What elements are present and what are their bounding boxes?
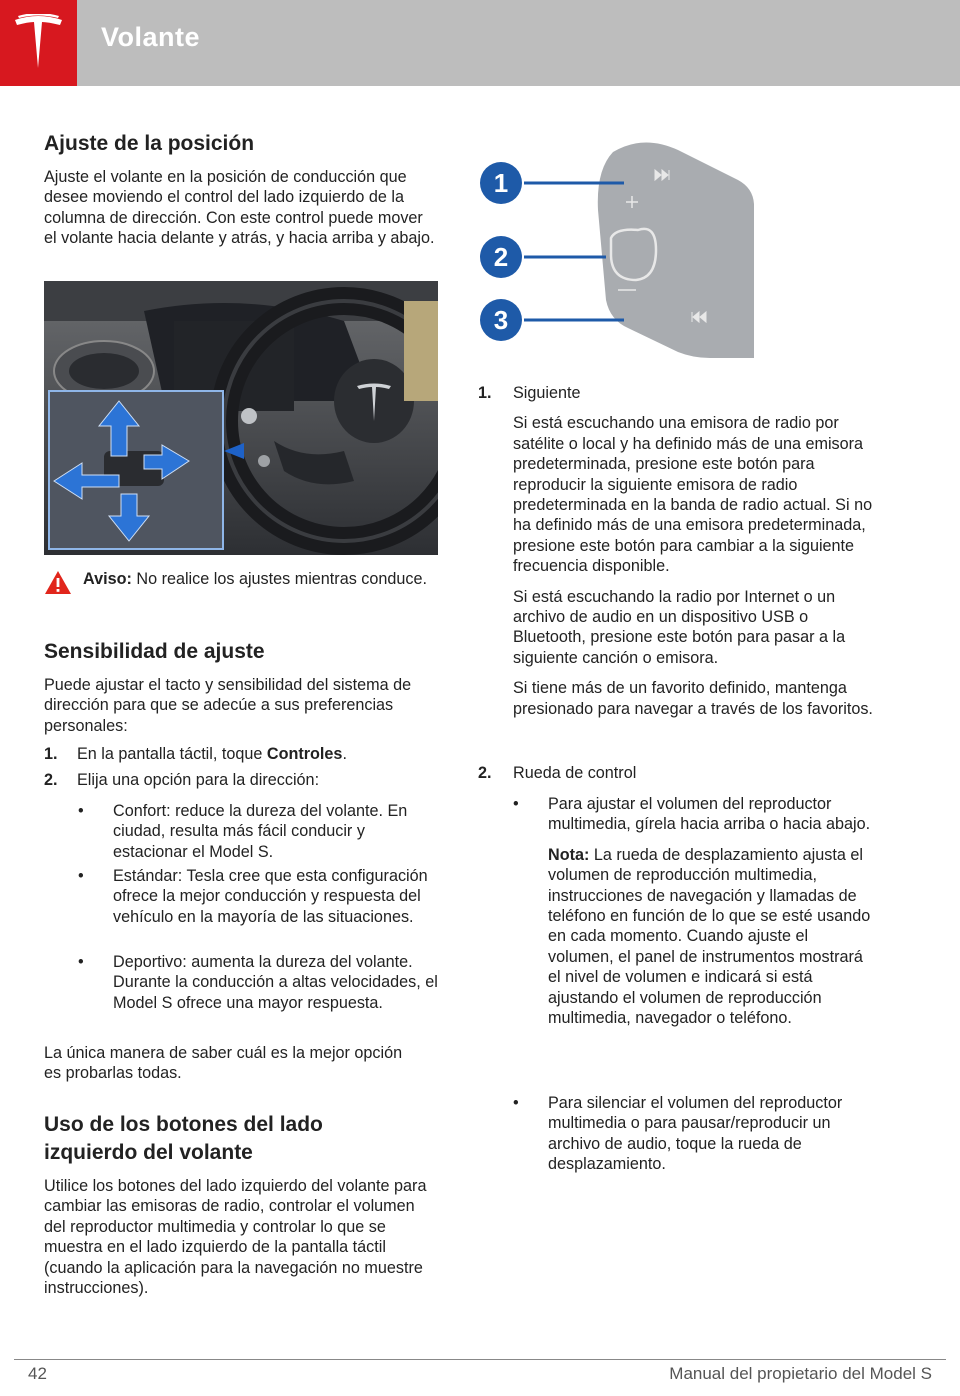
bullet-text: Estándar: Tesla cree que esta configuración ofrece la mejor conducción y respuesta del vehículo en la mayoría de las situaciones.	[113, 867, 428, 926]
bullet-volume-text: Para ajustar el volumen del reproductor multimedia, gírela hacia arriba o hacia abajo.	[548, 795, 871, 834]
heading-position: Ajuste de la posición	[44, 132, 255, 155]
step-2-number: 2.	[44, 771, 58, 789]
warning-text	[83, 569, 433, 589]
heading-left-buttons: Uso de los botones del lado izquierdo del volante	[44, 1113, 323, 1164]
bullet-dot: •	[513, 1094, 519, 1112]
warning-body: No realice los ajustes mientras conduce.	[136, 570, 427, 588]
page-header	[0, 0, 960, 86]
bullet-sport	[78, 952, 440, 1013]
bullet-dot: •	[78, 953, 84, 971]
callout-2-label: 2	[493, 242, 509, 272]
note-label: Nota:	[548, 845, 590, 864]
bullet-text: Confort: reduce la dureza del volante. En ciudad, resulta más fácil conducir y estacionar el Model S.	[113, 802, 408, 861]
steering-column-photo	[44, 281, 438, 555]
bullet-mute-text: Para silenciar el volumen del reproductor multimedia o para pausar/reproducir un archivo de audio, toque la rueda de desplazamiento.	[548, 1094, 843, 1174]
item-2-wheel	[478, 763, 873, 783]
paragraph-sensitivity: Puede ajustar el tacto y sensibilidad del sistema de dirección para que se adecúe a sus preferencias personales:	[44, 676, 412, 735]
step-1-number: 1.	[44, 745, 58, 763]
item-2-title: Rueda de control	[513, 764, 637, 782]
bullet-dot: •	[78, 867, 84, 885]
item-1-paragraph-1: Si está escuchando una emisora de radio por satélite o local y ha definido más de una emisora predeterminada, presione este botón para reproducir la siguiente emisora de radio predeterminada en la banda de radio actual. Si no ha definido más de una emisora predeterminada, presione este botón para cambiar a la siguiente frecuencia disponible.	[513, 414, 873, 576]
steering-photo-illustration	[44, 281, 438, 555]
bullet-dot: •	[78, 802, 84, 820]
bullet-standard	[78, 866, 440, 927]
step-1-text: En la pantalla táctil, toque Controles.	[77, 745, 347, 763]
heading-sensitivity: Sensibilidad de ajuste	[44, 640, 265, 663]
controls-label: Controles	[266, 745, 343, 763]
item-1-paragraph-2: Si está escuchando la radio por Internet o un archivo de audio en un dispositivo USB o Bluetooth, presione este botón para pasar a la siguiente canción o emisora.	[513, 587, 846, 667]
page-title: Volante	[101, 22, 201, 52]
step-1	[44, 744, 439, 764]
warning-label: Aviso:	[83, 570, 132, 588]
callout-1-label: 1	[493, 168, 509, 198]
footer-manual-title: Manual del propietario del Model S	[669, 1364, 932, 1383]
paragraph-left-buttons: Utilice los botones del lado izquierdo del volante para cambiar las emisoras de radio, controlar el volumen del reproductor multimedia y controlar lo que se muestra en el lado izquierdo de la pantalla táctil (cuando la aplicación para la navegación no muestre instrucciones).	[44, 1177, 427, 1298]
tesla-logo-icon	[12, 14, 65, 72]
item-1-next	[478, 383, 873, 719]
step-2-text: Elija una opción para la dirección:	[77, 771, 320, 789]
tesla-logo	[0, 0, 77, 86]
footer-divider	[14, 1359, 946, 1360]
paragraph-best-option: La única manera de saber cuál es la mejor opción es probarlas todas.	[44, 1044, 403, 1083]
note-text: Nota: La rueda de desplazamiento ajusta el volumen de reproducción multimedia, instrucciones de navegación y llamadas de teléfono en función de lo que se esté usando en cada momento. Cuando ajuste el volumen, el panel de instrumentos mostrará el nivel de volumen e indicará si está ajustando el volumen de reproducción multimedia, navegador o teléfono.	[548, 845, 871, 1028]
bullet-dot: •	[513, 795, 519, 813]
item-1-number: 1.	[478, 384, 492, 402]
bullet-volume	[513, 794, 873, 1028]
bullet-mute	[513, 1093, 873, 1175]
warning-icon	[44, 570, 72, 595]
steering-buttons-diagram	[478, 140, 768, 365]
bullet-comfort	[78, 801, 440, 862]
item-1-title: Siguiente	[513, 384, 581, 402]
step-2	[44, 770, 439, 790]
item-1-paragraph-3: Si tiene más de un favorito definido, mantenga presionado para navegar a través de los favoritos.	[513, 679, 873, 718]
bullet-text: Deportivo: aumenta la dureza del volante. Durante la conducción a altas velocidades, el Model S ofrece una mayor respuesta.	[113, 953, 438, 1012]
paragraph-position: Ajuste el volante en la posición de conducción que desee moviendo el control del lado izquierdo de la columna de dirección. Con este control puede mover el volante hacia delante y atrás, y hacia arriba y abajo.	[44, 168, 435, 248]
button-panel-shape	[598, 142, 754, 358]
page-number: 42	[28, 1364, 47, 1383]
item-2-number: 2.	[478, 764, 492, 782]
callout-3-label: 3	[493, 305, 509, 335]
